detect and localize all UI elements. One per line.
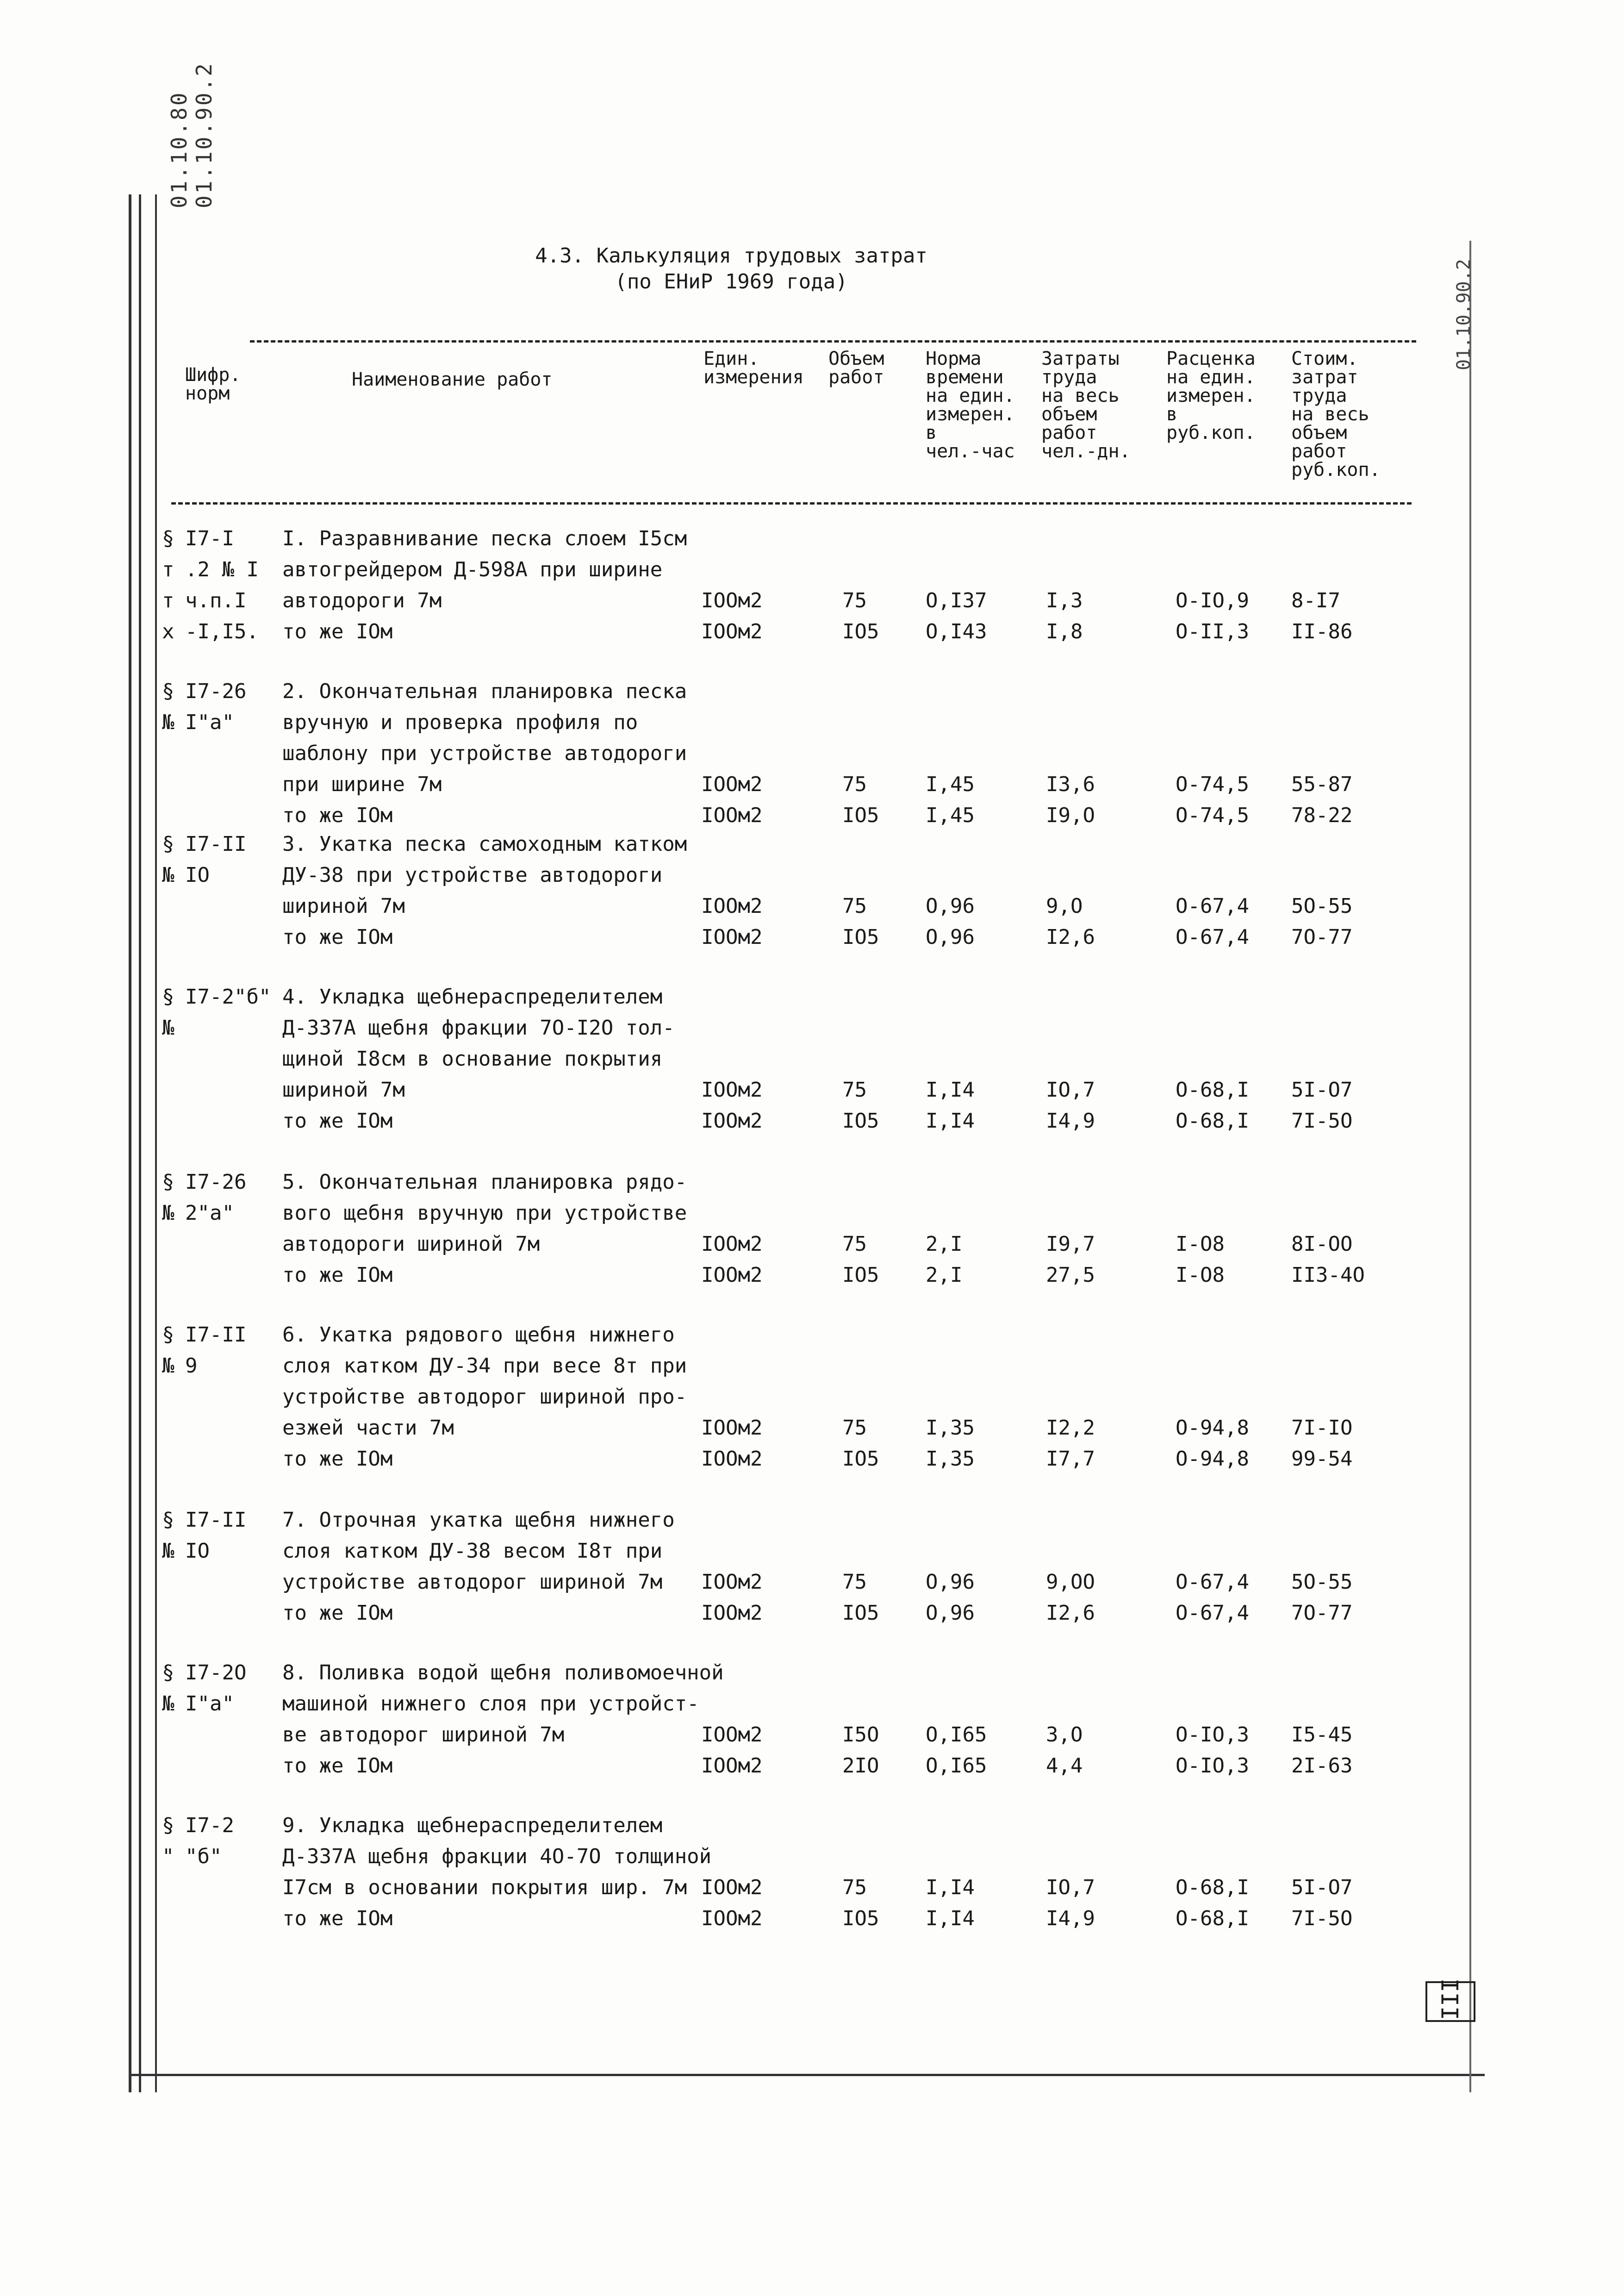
cell-line: О-IО,3 xyxy=(1176,1723,1249,1747)
cell-line: I. Разравнивание песка слоем I5см xyxy=(282,527,687,550)
cell-line: 75 xyxy=(842,773,867,796)
cell-line: ве автодорог шириной 7м xyxy=(282,1723,565,1747)
cell-line: то же IОм xyxy=(282,1601,393,1625)
cell-line: ДУ-38 при устройстве автодороги xyxy=(282,863,663,887)
cell-line: I2,6 xyxy=(1046,925,1095,949)
cell-line: О-94,8 xyxy=(1176,1416,1249,1440)
cell-line: I7-II xyxy=(185,1323,247,1347)
cell-line: IООм2 xyxy=(701,894,763,918)
cell-line: I7-2 xyxy=(185,1814,234,1837)
cell-line: то же IОм xyxy=(282,1907,393,1930)
cell-line: вого щебня вручную при устройстве xyxy=(282,1201,687,1225)
cell-line: I,I4 xyxy=(926,1078,975,1102)
cell-line: то же IОм xyxy=(282,1263,393,1287)
cell-line: 5I-О7 xyxy=(1291,1876,1353,1899)
cell-line: I9,7 xyxy=(1046,1232,1095,1256)
cell-line: шириной 7м xyxy=(282,1078,405,1102)
cell-line: 9. Укладка щебнераспределителем xyxy=(282,1814,663,1837)
cell-line: № xyxy=(162,863,174,887)
cell-line: О-74,5 xyxy=(1176,804,1249,827)
cell-line: IООм2 xyxy=(701,1876,763,1899)
cell-line: II3-4О xyxy=(1291,1263,1365,1287)
cell-line: 99-54 xyxy=(1291,1447,1353,1471)
margin-rule-3 xyxy=(155,194,157,2092)
cell-line: I7,7 xyxy=(1046,1447,1095,1471)
cell-line: 7I-5О xyxy=(1291,1109,1353,1133)
cell-line: IО5 xyxy=(842,1601,879,1625)
cell-line: 8-I7 xyxy=(1291,589,1340,612)
cell-line: I3,6 xyxy=(1046,773,1095,796)
cell-line: IООм2 xyxy=(701,773,763,796)
header-rate: Расценка на един. измерен. в руб.коп. xyxy=(1166,348,1256,443)
cell-line: 5I-О7 xyxy=(1291,1078,1353,1102)
cell-line: I4,9 xyxy=(1046,1109,1095,1133)
cell-line: IООм2 xyxy=(701,620,763,643)
header-bottom-rule xyxy=(171,502,1412,505)
cell-line: О-67,4 xyxy=(1176,925,1249,949)
cell-line: I2,2 xyxy=(1046,1416,1095,1440)
cell-line: О-IО,9 xyxy=(1176,589,1249,612)
cell-line: автодороги 7м xyxy=(282,589,442,612)
cell-line: О-67,4 xyxy=(1176,894,1249,918)
cell-line: слоя катком ДУ-38 весом I8т при xyxy=(282,1539,663,1563)
cell-line: IООм2 xyxy=(701,1232,763,1256)
cell-line: 78-22 xyxy=(1291,804,1353,827)
cell-line: 9 xyxy=(185,1354,198,1378)
cell-line: О-68,I xyxy=(1176,1078,1249,1102)
cell-line: IООм2 xyxy=(701,1907,763,1930)
margin-rule-1 xyxy=(129,194,131,2092)
right-margin-stamp: 01.10.90.2 xyxy=(1453,259,1475,370)
cell-line: № xyxy=(162,1201,174,1225)
cell-line: I2,6 xyxy=(1046,1601,1095,1625)
cell-line: I"а" xyxy=(185,711,234,734)
cell-line: IО,7 xyxy=(1046,1876,1095,1899)
cell-line: при ширине 7м xyxy=(282,773,442,796)
cell-line: О,96 xyxy=(926,1601,975,1625)
right-rule xyxy=(1469,241,1471,2092)
cell-line: 9,О xyxy=(1046,894,1083,918)
cell-line: § xyxy=(162,985,174,1009)
cell-line: х xyxy=(162,620,174,643)
cell-line: I7-26 xyxy=(185,680,247,703)
cell-line: IООм2 xyxy=(701,1078,763,1102)
cell-line: I7-2"б" xyxy=(185,985,271,1009)
cell-line: "б" xyxy=(185,1845,222,1868)
cell-line: 75 xyxy=(842,1876,867,1899)
cell-line: № xyxy=(162,1016,174,1040)
header-norm: Норма времени на един. измерен. в чел.-час xyxy=(926,348,1015,462)
cell-line: т xyxy=(162,558,174,581)
cell-line: автогрейдером Д-598А при ширине xyxy=(282,558,663,581)
cell-line: I,35 xyxy=(926,1416,975,1440)
cell-line: 75 xyxy=(842,1416,867,1440)
cell-line: I7-II xyxy=(185,832,247,856)
cell-line: шириной 7м xyxy=(282,894,405,918)
header-name: Наименование работ xyxy=(352,369,553,390)
cell-line: слоя катком ДУ-34 при весе 8т при xyxy=(282,1354,687,1378)
cell-line: § xyxy=(162,832,174,856)
cell-line: О,I43 xyxy=(926,620,987,643)
cell-line: 4,4 xyxy=(1046,1754,1083,1778)
cell-line: § xyxy=(162,1661,174,1685)
cell-line: О,96 xyxy=(926,894,975,918)
margin-stamp-line: 01.10.90.2 xyxy=(192,62,217,208)
cell-line: IО5 xyxy=(842,620,879,643)
cell-line: I,35 xyxy=(926,1447,975,1471)
cell-line: I7-I xyxy=(185,527,234,550)
cell-line: № xyxy=(162,711,174,734)
cell-line: О-74,5 xyxy=(1176,773,1249,796)
cell-line: 7. Отрочная укатка щебня нижнего xyxy=(282,1508,675,1532)
cell-line: I5О xyxy=(842,1723,879,1747)
cell-line: 2"а" xyxy=(185,1201,234,1225)
cell-line: 2,I xyxy=(926,1232,963,1256)
cell-line: О-II,3 xyxy=(1176,620,1249,643)
margin-rule-2 xyxy=(139,194,141,2092)
cell-line: I7-2О xyxy=(185,1661,247,1685)
cell-line: Д-337А щебня фракции 7О-I2О тол- xyxy=(282,1016,675,1040)
title-line-1: 4.3. Калькуляция трудовых затрат xyxy=(535,244,927,268)
cell-line: IООм2 xyxy=(701,1601,763,1625)
header-volume: Объем работ xyxy=(828,348,884,388)
cell-line: устройстве автодорог шириной про- xyxy=(282,1385,687,1409)
cell-line: IООм2 xyxy=(701,1723,763,1747)
cell-line: О-94,8 xyxy=(1176,1447,1249,1471)
header-code: Шифр. норм xyxy=(185,364,241,404)
cell-line: 75 xyxy=(842,1078,867,1102)
cell-line: щиной I8см в основание покрытия xyxy=(282,1047,663,1071)
cell-line: I9,О xyxy=(1046,804,1095,827)
cell-line: т xyxy=(162,589,174,612)
cell-line: I7см в основании покрытия шир. 7м xyxy=(282,1876,687,1899)
cell-line: то же IОм xyxy=(282,620,393,643)
cell-line: 4. Укладка щебнераспределителем xyxy=(282,985,663,1009)
cell-line: IО5 xyxy=(842,1447,879,1471)
cell-line: § xyxy=(162,527,174,550)
cell-line: О-IО,3 xyxy=(1176,1754,1249,1778)
cell-line: 2IО xyxy=(842,1754,879,1778)
cell-line: I-О8 xyxy=(1176,1263,1225,1287)
cell-line: IООм2 xyxy=(701,589,763,612)
header-unit: Един. измерения xyxy=(703,348,804,388)
cell-line: № xyxy=(162,1692,174,1716)
cell-line: 2,I xyxy=(926,1263,963,1287)
cell-line: то же IОм xyxy=(282,1754,393,1778)
cell-line: I5-45 xyxy=(1291,1723,1353,1747)
margin-stamp-line: 01.10.80 xyxy=(167,91,192,208)
cell-line: то же IОм xyxy=(282,804,393,827)
header-top-rule xyxy=(250,340,1416,343)
bottom-rule xyxy=(129,2074,1485,2076)
cell-line: то же IОм xyxy=(282,1109,393,1133)
cell-line: 6. Укатка рядового щебня нижнего xyxy=(282,1323,675,1347)
cell-line: О-67,4 xyxy=(1176,1570,1249,1594)
cell-line: IО xyxy=(185,863,210,887)
cell-line: 55-87 xyxy=(1291,773,1353,796)
header-total: Стоим. затрат труда на весь объем работ руб.коп. xyxy=(1291,348,1381,480)
cell-line: О-68,I xyxy=(1176,1109,1249,1133)
cell-line: О,I65 xyxy=(926,1723,987,1747)
cell-line: 5О-55 xyxy=(1291,894,1353,918)
cell-line: I,I4 xyxy=(926,1907,975,1930)
cell-line: 7О-77 xyxy=(1291,925,1353,949)
cell-line: § xyxy=(162,1508,174,1532)
cell-line: № xyxy=(162,1354,174,1378)
cell-line: IО xyxy=(185,1539,210,1563)
cell-line: IО,7 xyxy=(1046,1078,1095,1102)
cell-line: I,8 xyxy=(1046,620,1083,643)
cell-line: § xyxy=(162,1170,174,1194)
cell-line: I7-26 xyxy=(185,1170,247,1194)
cell-line: IООм2 xyxy=(701,804,763,827)
cell-line: § xyxy=(162,1323,174,1347)
cell-line: Д-337А щебня фракции 4О-7О толщиной xyxy=(282,1845,712,1868)
cell-line: машиной нижнего слоя при устройст- xyxy=(282,1692,699,1716)
cell-line: 75 xyxy=(842,1570,867,1594)
cell-line: О,I65 xyxy=(926,1754,987,1778)
cell-line: § xyxy=(162,1814,174,1837)
cell-line: автодороги шириной 7м xyxy=(282,1232,540,1256)
cell-line: IООм2 xyxy=(701,925,763,949)
cell-line: то же IОм xyxy=(282,1447,393,1471)
cell-line: 2. Окончательная планировка песка xyxy=(282,680,687,703)
cell-line: IО5 xyxy=(842,925,879,949)
cell-line: § xyxy=(162,680,174,703)
cell-line: О-68,I xyxy=(1176,1907,1249,1930)
cell-line: I,I4 xyxy=(926,1876,975,1899)
cell-line: I7-II xyxy=(185,1508,247,1532)
cell-line: IООм2 xyxy=(701,1416,763,1440)
cell-line: О,I37 xyxy=(926,589,987,612)
cell-line: IООм2 xyxy=(701,1570,763,1594)
cell-line: 7I-IО xyxy=(1291,1416,1353,1440)
cell-line: 3. Укатка песка самоходным катком xyxy=(282,832,687,856)
cell-line: 75 xyxy=(842,589,867,612)
cell-line: IО5 xyxy=(842,1263,879,1287)
cell-line: IООм2 xyxy=(701,1109,763,1133)
cell-line: .2 № I xyxy=(185,558,259,581)
cell-line: IООм2 xyxy=(701,1754,763,1778)
cell-line: О-67,4 xyxy=(1176,1601,1249,1625)
cell-line: 27,5 xyxy=(1046,1263,1095,1287)
cell-line: О,96 xyxy=(926,1570,975,1594)
cell-line: I,45 xyxy=(926,804,975,827)
cell-line: О,96 xyxy=(926,925,975,949)
page-number: III xyxy=(1425,1981,1475,2022)
cell-line: IО5 xyxy=(842,1109,879,1133)
cell-line: 8I-ОО xyxy=(1291,1232,1353,1256)
margin-stamp xyxy=(167,62,217,208)
cell-line: 7I-5О xyxy=(1291,1907,1353,1930)
cell-line: IО5 xyxy=(842,804,879,827)
cell-line: вручную и проверка профиля по xyxy=(282,711,638,734)
cell-line: IООм2 xyxy=(701,1263,763,1287)
title-line-2: (по ЕНиР 1969 года) xyxy=(615,270,848,293)
cell-line: 2I-63 xyxy=(1291,1754,1353,1778)
cell-line: IООм2 xyxy=(701,1447,763,1471)
cell-line: 7О-77 xyxy=(1291,1601,1353,1625)
page-title xyxy=(500,243,963,295)
cell-line: шаблону при устройстве автодороги xyxy=(282,742,687,765)
cell-line: езжей части 7м xyxy=(282,1416,454,1440)
cell-line: I4,9 xyxy=(1046,1907,1095,1930)
cell-line: IО5 xyxy=(842,1907,879,1930)
cell-line: I-О8 xyxy=(1176,1232,1225,1256)
cell-line: 75 xyxy=(842,894,867,918)
cell-line: № xyxy=(162,1539,174,1563)
cell-line: 3,О xyxy=(1046,1723,1083,1747)
cell-line: -I,I5. xyxy=(185,620,259,643)
cell-line: 9,ОО xyxy=(1046,1570,1095,1594)
cell-line: 5. Окончательная планировка рядо- xyxy=(282,1170,687,1194)
cell-line: I,3 xyxy=(1046,589,1083,612)
cell-line: 8. Поливка водой щебня поливомоечной xyxy=(282,1661,724,1685)
cell-line: I"а" xyxy=(185,1692,234,1716)
cell-line: I,I4 xyxy=(926,1109,975,1133)
cell-line: ч.п.I xyxy=(185,589,247,612)
cell-line: I,45 xyxy=(926,773,975,796)
cell-line: устройстве автодорог шириной 7м xyxy=(282,1570,663,1594)
cell-line: то же IОм xyxy=(282,925,393,949)
cell-line: " xyxy=(162,1845,174,1868)
cell-line: 5О-55 xyxy=(1291,1570,1353,1594)
cell-line: О-68,I xyxy=(1176,1876,1249,1899)
header-cost: Затраты труда на весь объем работ чел.-дн. xyxy=(1041,348,1131,462)
cell-line: II-86 xyxy=(1291,620,1353,643)
cell-line: 75 xyxy=(842,1232,867,1256)
